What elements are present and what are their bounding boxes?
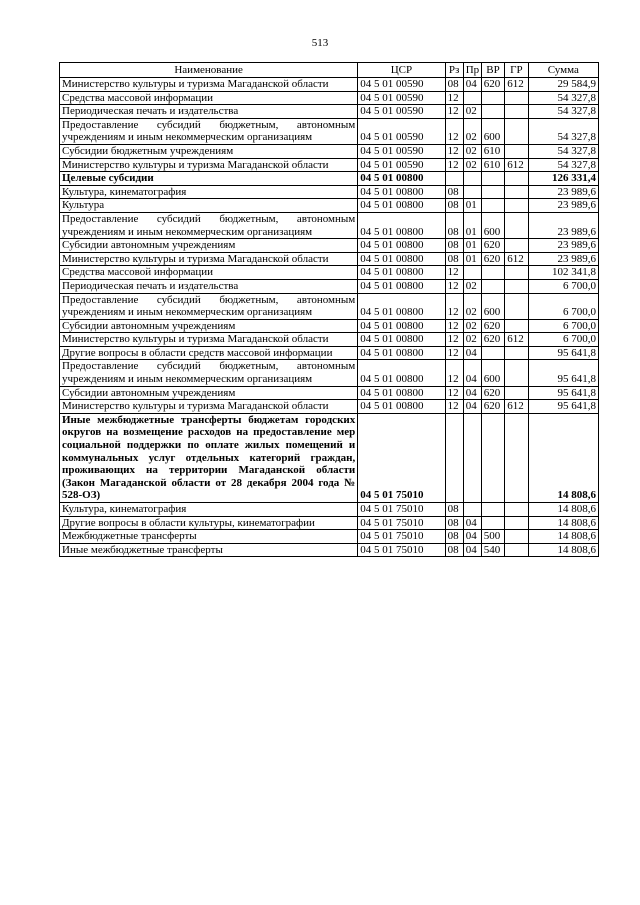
cell-sum: 102 341,8 [528,266,598,280]
cell-gr [505,503,528,517]
cell-name: Средства массовой информации [60,91,358,105]
cell-gr [505,279,528,293]
cell-pr: 02 [463,118,481,144]
cell-name: Культура, кинематография [60,503,358,517]
cell-sum: 54 327,8 [528,105,598,119]
cell-rz: 12 [445,158,463,172]
cell-csr: 04 5 01 00800 [358,346,445,360]
cell-gr [505,91,528,105]
cell-pr: 04 [463,78,481,92]
table-row [60,212,599,238]
cell-gr [505,346,528,360]
cell-name: Министерство культуры и туризма Магаданской области [60,78,358,92]
cell-csr: 04 5 01 00800 [358,199,445,213]
cell-pr: 04 [463,516,481,530]
cell-sum: 6 700,0 [528,319,598,333]
cell-pr: 04 [463,346,481,360]
cell-sum: 23 989,6 [528,185,598,199]
cell-pr: 04 [463,400,481,414]
table-row [60,293,599,319]
cell-vr [481,503,504,517]
table-row [60,105,599,119]
table-row [60,413,599,502]
cell-sum: 6 700,0 [528,279,598,293]
cell-vr: 620 [481,252,504,266]
table-row [60,516,599,530]
cell-vr: 620 [481,78,504,92]
cell-vr: 620 [481,319,504,333]
cell-gr: 612 [505,400,528,414]
cell-vr: 600 [481,118,504,144]
table-row [60,91,599,105]
cell-gr [505,185,528,199]
table-row [60,78,599,92]
cell-vr [481,346,504,360]
page-number: 513 [311,37,329,49]
cell-pr: 02 [463,144,481,158]
cell-gr [505,105,528,119]
cell-gr: 612 [505,333,528,347]
cell-rz: 12 [445,91,463,105]
header-vr: ВР [481,63,504,78]
cell-name: Субсидии автономным учреждениям [60,239,358,253]
cell-rz: 12 [445,266,463,280]
table-row [60,172,599,186]
cell-rz: 12 [445,105,463,119]
cell-gr [505,144,528,158]
cell-gr: 612 [505,158,528,172]
table-row [60,239,599,253]
cell-sum: 29 584,9 [528,78,598,92]
table-row [60,158,599,172]
cell-gr [505,199,528,213]
table-row [60,279,599,293]
cell-csr: 04 5 01 00800 [358,185,445,199]
cell-pr: 02 [463,105,481,119]
cell-name: Другие вопросы в области культуры, кинематографии [60,516,358,530]
cell-rz: 08 [445,530,463,544]
cell-pr: 02 [463,293,481,319]
header-csr: ЦСР [358,63,445,78]
cell-pr [463,185,481,199]
cell-csr: 04 5 01 75010 [358,516,445,530]
cell-rz [445,172,463,186]
cell-name: Субсидии автономным учреждениям [60,319,358,333]
cell-pr: 01 [463,252,481,266]
cell-name: Министерство культуры и туризма Магаданской области [60,158,358,172]
cell-sum: 23 989,6 [528,239,598,253]
cell-rz: 08 [445,516,463,530]
table-row [60,144,599,158]
cell-sum: 14 808,6 [528,503,598,517]
table-row [60,199,599,213]
cell-name: Предоставление субсидий бюджетным, автономным учреждениям и иным некоммерческим организациям [60,360,358,386]
cell-gr [505,516,528,530]
table-row [60,319,599,333]
cell-name: Субсидии автономным учреждениям [60,386,358,400]
table-row [60,185,599,199]
cell-gr [505,212,528,238]
cell-csr: 04 5 01 00800 [358,239,445,253]
cell-pr: 02 [463,158,481,172]
cell-pr: 02 [463,279,481,293]
cell-sum: 23 989,6 [528,212,598,238]
cell-sum: 95 641,8 [528,386,598,400]
cell-rz: 08 [445,199,463,213]
cell-csr: 04 5 01 00800 [358,319,445,333]
table-row [60,333,599,347]
table-row [60,503,599,517]
cell-name: Министерство культуры и туризма Магаданской области [60,400,358,414]
cell-csr: 04 5 01 00800 [358,252,445,266]
budget-table [59,62,599,557]
cell-name: Периодическая печать и издательства [60,279,358,293]
cell-sum: 54 327,8 [528,91,598,105]
cell-gr [505,413,528,502]
cell-sum: 54 327,8 [528,118,598,144]
cell-vr: 620 [481,239,504,253]
cell-sum: 6 700,0 [528,333,598,347]
table-row [60,543,599,557]
cell-name: Субсидии бюджетным учреждениям [60,144,358,158]
cell-csr: 04 5 01 00590 [358,78,445,92]
cell-sum: 14 808,6 [528,530,598,544]
cell-gr: 612 [505,252,528,266]
cell-rz: 12 [445,144,463,158]
table-body [60,78,599,557]
cell-name: Целевые субсидии [60,172,358,186]
header-name: Наименование [60,63,358,78]
cell-csr: 04 5 01 75010 [358,413,445,502]
cell-gr: 612 [505,78,528,92]
cell-csr: 04 5 01 00590 [358,118,445,144]
cell-rz: 08 [445,543,463,557]
cell-pr [463,91,481,105]
cell-rz: 08 [445,185,463,199]
cell-csr: 04 5 01 00800 [358,400,445,414]
cell-vr: 610 [481,158,504,172]
cell-csr: 04 5 01 00590 [358,105,445,119]
cell-gr [505,319,528,333]
cell-rz: 12 [445,400,463,414]
cell-csr: 04 5 01 00590 [358,144,445,158]
cell-sum: 126 331,4 [528,172,598,186]
cell-pr: 04 [463,543,481,557]
cell-gr [505,530,528,544]
header-sum: Сумма [528,63,598,78]
cell-gr [505,118,528,144]
cell-vr [481,516,504,530]
cell-vr: 600 [481,293,504,319]
cell-name: Иные межбюджетные трансферты бюджетам городских округов на возмещение расходов на предоставление мер социальной поддержки по оплате жилых помещений и коммунальных услуг отдельных категорий граждан, проживающих на территории Магаданской области (Закон Магаданской области от 28 декабря 2004 года № 528-ОЗ) [60,413,358,502]
cell-pr: 04 [463,530,481,544]
cell-vr: 600 [481,212,504,238]
cell-rz: 12 [445,333,463,347]
cell-sum: 54 327,8 [528,158,598,172]
cell-pr: 02 [463,319,481,333]
cell-pr: 04 [463,386,481,400]
cell-sum: 95 641,8 [528,360,598,386]
cell-rz: 12 [445,319,463,333]
cell-sum: 14 808,6 [528,413,598,502]
cell-rz: 08 [445,212,463,238]
cell-csr: 04 5 01 00800 [358,172,445,186]
cell-vr [481,185,504,199]
cell-rz: 12 [445,279,463,293]
cell-name: Министерство культуры и туризма Магаданской области [60,333,358,347]
cell-pr: 01 [463,239,481,253]
cell-gr [505,360,528,386]
cell-sum: 95 641,8 [528,346,598,360]
table-row [60,360,599,386]
header-rz: Рз [445,63,463,78]
cell-gr [505,266,528,280]
cell-pr [463,266,481,280]
cell-rz: 12 [445,386,463,400]
cell-csr: 04 5 01 00590 [358,91,445,105]
cell-vr: 620 [481,400,504,414]
cell-rz: 08 [445,239,463,253]
cell-gr [505,172,528,186]
cell-vr: 500 [481,530,504,544]
cell-pr [463,503,481,517]
cell-vr [481,279,504,293]
cell-csr: 04 5 01 00800 [358,293,445,319]
cell-csr: 04 5 01 00800 [358,279,445,293]
cell-vr: 600 [481,360,504,386]
cell-rz: 12 [445,360,463,386]
cell-vr: 620 [481,333,504,347]
cell-sum: 54 327,8 [528,144,598,158]
cell-vr [481,172,504,186]
cell-gr [505,239,528,253]
cell-vr: 620 [481,386,504,400]
table-row [60,266,599,280]
cell-name: Другие вопросы в области средств массовой информации [60,346,358,360]
cell-pr: 01 [463,199,481,213]
cell-csr: 04 5 01 75010 [358,503,445,517]
cell-name: Культура, кинематография [60,185,358,199]
cell-sum: 14 808,6 [528,543,598,557]
cell-gr [505,293,528,319]
cell-csr: 04 5 01 00800 [358,386,445,400]
cell-sum: 14 808,6 [528,516,598,530]
cell-rz [445,413,463,502]
cell-sum: 6 700,0 [528,293,598,319]
cell-name: Министерство культуры и туризма Магаданской области [60,252,358,266]
table-row [60,118,599,144]
table-row [60,346,599,360]
cell-csr: 04 5 01 75010 [358,543,445,557]
cell-rz: 08 [445,78,463,92]
table-row [60,386,599,400]
cell-vr: 610 [481,144,504,158]
cell-pr: 02 [463,333,481,347]
cell-csr: 04 5 01 00800 [358,333,445,347]
cell-pr: 04 [463,360,481,386]
cell-rz: 12 [445,118,463,144]
cell-csr: 04 5 01 00800 [358,266,445,280]
cell-sum: 23 989,6 [528,199,598,213]
cell-vr [481,266,504,280]
cell-rz: 12 [445,293,463,319]
cell-name: Иные межбюджетные трансферты [60,543,358,557]
table-row [60,252,599,266]
cell-name: Межбюджетные трансферты [60,530,358,544]
cell-rz: 12 [445,346,463,360]
header-gr: ГР [505,63,528,78]
cell-csr: 04 5 01 00800 [358,360,445,386]
cell-csr: 04 5 01 75010 [358,530,445,544]
cell-name: Предоставление субсидий бюджетным, автономным учреждениям и иным некоммерческим организациям [60,212,358,238]
cell-rz: 08 [445,252,463,266]
cell-gr [505,543,528,557]
cell-pr [463,172,481,186]
cell-vr [481,413,504,502]
cell-pr: 01 [463,212,481,238]
cell-vr [481,91,504,105]
cell-sum: 95 641,8 [528,400,598,414]
cell-rz: 08 [445,503,463,517]
cell-gr [505,386,528,400]
cell-vr [481,105,504,119]
table-row [60,530,599,544]
header-pr: Пр [463,63,481,78]
cell-csr: 04 5 01 00590 [358,158,445,172]
cell-vr: 540 [481,543,504,557]
cell-vr [481,199,504,213]
cell-name: Предоставление субсидий бюджетным, автономным учреждениям и иным некоммерческим организациям [60,118,358,144]
cell-name: Периодическая печать и издательства [60,105,358,119]
table-header-row [60,63,599,78]
cell-sum: 23 989,6 [528,252,598,266]
cell-name: Предоставление субсидий бюджетным, автономным учреждениям и иным некоммерческим организациям [60,293,358,319]
table-row [60,400,599,414]
cell-csr: 04 5 01 00800 [358,212,445,238]
cell-name: Культура [60,199,358,213]
cell-name: Средства массовой информации [60,266,358,280]
cell-pr [463,413,481,502]
